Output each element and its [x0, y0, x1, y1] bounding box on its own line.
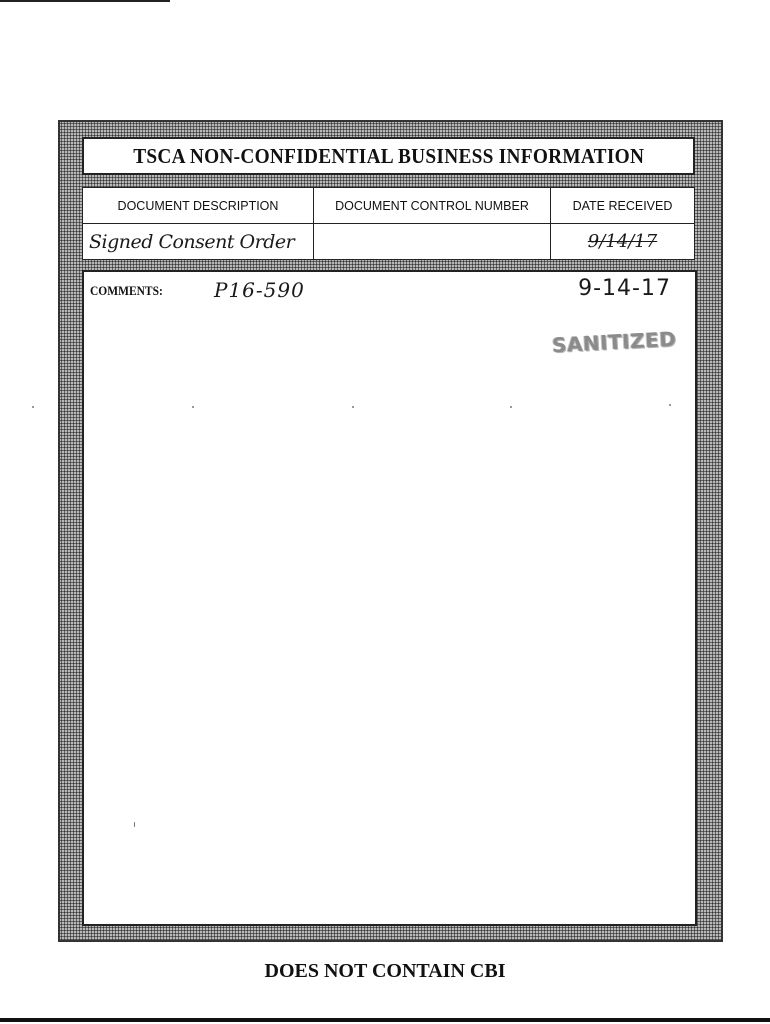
- comments-label: COMMENTS:: [90, 284, 163, 298]
- control-number-value-cell: [313, 224, 551, 260]
- date-received-header-cell: [550, 187, 695, 224]
- top-edge-line: [0, 0, 170, 2]
- scan-speck: [192, 406, 194, 408]
- description-value: Signed Consent Order: [89, 230, 295, 253]
- scan-speck: [669, 404, 671, 406]
- description-value-cell: [82, 224, 314, 260]
- form-title: TSCA NON-CONFIDENTIAL BUSINESS INFORMATION: [133, 143, 644, 168]
- description-header: DOCUMENT DESCRIPTION: [117, 198, 279, 213]
- scan-speck: [134, 822, 135, 827]
- scan-speck: [32, 406, 34, 408]
- control-number-header-cell: [313, 187, 551, 224]
- date-received-header: DATE RECEIVED: [572, 198, 673, 213]
- scan-speck: [352, 406, 354, 408]
- date-received-value-cell: [550, 224, 695, 260]
- comments-handwritten-date: 9-14-17: [578, 276, 671, 301]
- scan-speck: [510, 406, 512, 408]
- comments-area: [82, 270, 697, 926]
- sanitized-stamp: SANITIZED: [551, 326, 677, 358]
- control-number-header: DOCUMENT CONTROL NUMBER: [335, 198, 529, 213]
- description-header-cell: [82, 187, 314, 224]
- footer-text: DOES NOT CONTAIN CBI: [264, 960, 506, 982]
- comments-handwritten-note: P16-590: [214, 278, 305, 302]
- bottom-edge-line: [0, 1018, 770, 1022]
- date-received-value: 9/14/17: [587, 231, 658, 252]
- form-title-box: [82, 137, 695, 175]
